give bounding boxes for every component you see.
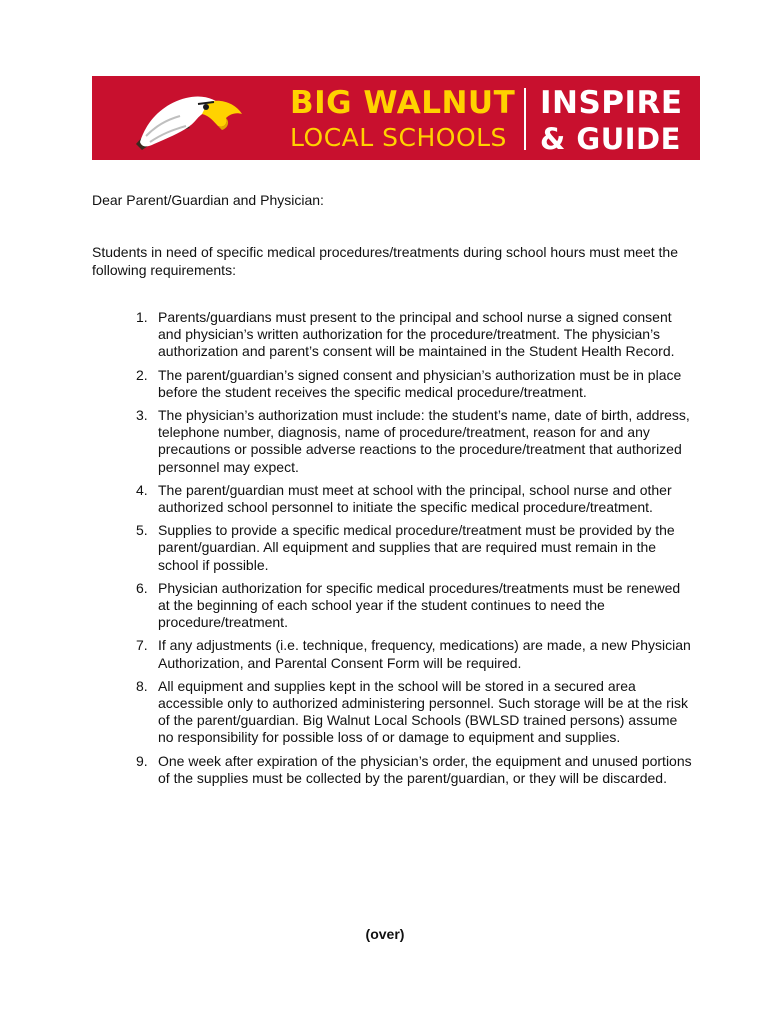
list-item-text: The parent/guardian must meet at school with the principal, school nurse and other authorized school personnel to initiate the specific medical procedure/treatment. <box>158 481 672 516</box>
list-item-number: 9. <box>136 752 148 769</box>
list-item-number: 4. <box>136 481 148 498</box>
salutation: Dear Parent/Guardian and Physician: <box>92 192 324 208</box>
list-item-number: 7. <box>136 637 148 654</box>
list-item-number: 2. <box>136 366 148 383</box>
list-item-text: Supplies to provide a specific medical procedure/treatment must be provided by the parent/guardian. All equipment and supplies that are required must remain in the school if possible. <box>158 522 675 573</box>
over-note: (over) <box>365 926 405 942</box>
list-item <box>92 367 692 401</box>
list-item-number: 1. <box>136 309 148 325</box>
list-item-text: If any adjustments (i.e. technique, frequency, medications) are made, a new Physician Authorization, and Parental Consent Form will be required. <box>158 637 691 671</box>
list-item <box>92 522 692 574</box>
tagline-line1: INSPIRE <box>540 85 683 121</box>
list-item-text: The parent/guardian’s signed consent and physician’s authorization must be in place before the student receives the specific medical procedure/treatment. <box>158 366 682 400</box>
list-item <box>92 753 692 787</box>
tagline-line2: & GUIDE <box>540 122 681 156</box>
list-item-text: One week after expiration of the physician’s order, the equipment and unused portions of the supplies must be collected by the parent/guardian, or they will be discarded. <box>158 752 692 786</box>
list-item <box>92 580 692 632</box>
list-item-text: Physician authorization for specific medical procedures/treatments must be renewed at the beginning of each school year if the student continues to need the procedure/treatment. <box>158 579 681 631</box>
intro-paragraph: Students in need of specific medical procedures/treatments during school hours must meet the following requirements: <box>92 244 678 278</box>
list-item-number: 6. <box>136 579 148 596</box>
school-name-line1: BIG WALNUT <box>290 85 516 121</box>
list-item <box>92 678 692 747</box>
eagle-head-icon <box>132 86 244 152</box>
requirements-list <box>92 309 692 793</box>
list-item <box>92 637 692 671</box>
list-item-number: 3. <box>136 407 148 424</box>
school-name-line2: LOCAL SCHOOLS <box>290 123 507 152</box>
list-item <box>92 482 692 516</box>
list-item-number: 8. <box>136 677 148 694</box>
list-item-text: Parents/guardians must present to the principal and school nurse a signed consent and physician’s written authorization for the procedure/treatment. The physician’s authorization and parent’s consent will be maintained in the Student Health Record. <box>158 309 675 360</box>
list-item-text: The physician’s authorization must include: the student’s name, date of birth, address, telephone number, diagnosis, name of procedure/treatment, reason for and any precautions or possible adverse reactions to the procedure/treatment that authorized personnel may expect. <box>158 407 690 475</box>
header-banner <box>92 76 700 160</box>
list-item-number: 5. <box>136 522 148 539</box>
list-item <box>92 309 692 361</box>
list-item <box>92 407 692 476</box>
list-item-text: All equipment and supplies kept in the school will be stored in a secured area accessible only to authorized administering personnel. Such storage will be at the risk of the parent/guardian. Big Walnut Local Schools (BWLSD trained persons) assume no responsibility for possible loss of or damage to equipment and supplies. <box>158 677 688 746</box>
banner-divider <box>524 88 526 150</box>
